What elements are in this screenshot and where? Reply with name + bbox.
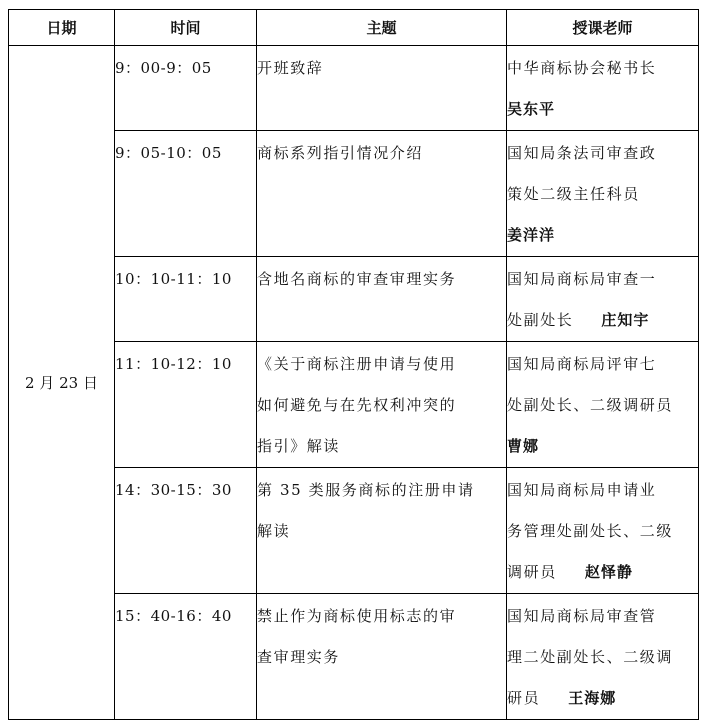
teacher-title-line: 理二处副处长、二级调 — [507, 648, 674, 666]
teacher-title-line: 务管理处副处长、二级 — [507, 522, 674, 540]
teacher-title-line: 国知局商标局申请业 — [507, 481, 657, 499]
teacher-title-line: 策处二级主任科员 — [507, 185, 640, 203]
topic-line: 商标系列指引情况介绍 — [257, 144, 424, 162]
teacher-cell — [507, 257, 699, 342]
teacher-name-line — [507, 89, 698, 130]
teacher-name: 赵怿静 — [584, 563, 633, 581]
header-row — [9, 10, 699, 46]
time-text: 9：05-10：05 — [115, 144, 222, 162]
topic-cell — [257, 131, 507, 257]
teacher-title-tail: 处副处长 — [507, 311, 574, 329]
date-cell: 2 月 23 日 — [9, 46, 115, 720]
topic-cell — [257, 46, 507, 131]
time-text: 15：40-16：40 — [115, 607, 232, 625]
teacher-cell — [507, 131, 699, 257]
teacher-name: 庄知宇 — [601, 311, 650, 329]
header-teacher: 授课老师 — [507, 10, 699, 46]
topic-line: 如何避免与在先权利冲突的 — [257, 396, 457, 414]
header-date: 日期 — [9, 10, 115, 46]
teacher-title-tail: 调研员 — [507, 563, 557, 581]
header-time: 时间 — [115, 10, 257, 46]
topic-line: 开班致辞 — [257, 59, 324, 77]
topic-line: 《关于商标注册申请与使用 — [257, 355, 457, 373]
teacher-title-line: 国知局条法司审查政 — [507, 144, 657, 162]
teacher-name-line — [507, 426, 698, 467]
teacher-cell — [507, 468, 699, 594]
time-cell — [115, 342, 257, 468]
teacher-name: 王海娜 — [568, 689, 617, 707]
time-cell — [115, 468, 257, 594]
time-text: 14：30-15：30 — [115, 481, 232, 499]
teacher-name: 吴东平 — [507, 100, 556, 118]
schedule-table — [8, 9, 699, 720]
topic-cell — [257, 257, 507, 342]
topic-line: 查审理实务 — [257, 648, 341, 666]
time-cell — [115, 594, 257, 720]
topic-line: 第 35 类服务商标的注册申请 — [257, 481, 475, 499]
teacher-name-line — [507, 552, 698, 593]
time-cell — [115, 46, 257, 131]
teacher-name: 曹娜 — [507, 437, 540, 455]
teacher-title-line: 国知局商标局评审七 — [507, 355, 657, 373]
teacher-name-line — [507, 300, 698, 341]
time-text: 9：00-9：05 — [115, 59, 212, 77]
teacher-name-line — [507, 215, 698, 256]
time-cell — [115, 131, 257, 257]
topic-line: 禁止作为商标使用标志的审 — [257, 607, 457, 625]
time-text: 10：10-11：10 — [115, 270, 232, 288]
topic-line: 含地名商标的审查审理实务 — [257, 270, 457, 288]
teacher-title-line: 国知局商标局审查一 — [507, 270, 657, 288]
teacher-title-line: 中华商标协会秘书长 — [507, 59, 657, 77]
teacher-name-line — [507, 678, 698, 719]
teacher-title-line: 处副处长、二级调研员 — [507, 396, 674, 414]
topic-cell — [257, 468, 507, 594]
table-row — [9, 46, 699, 131]
teacher-title-tail: 研员 — [507, 689, 541, 707]
topic-line: 解读 — [257, 522, 291, 540]
teacher-cell — [507, 594, 699, 720]
teacher-cell — [507, 46, 699, 131]
topic-cell — [257, 594, 507, 720]
topic-cell — [257, 342, 507, 468]
topic-line: 指引》解读 — [257, 437, 341, 455]
teacher-title-line: 国知局商标局审查管 — [507, 607, 657, 625]
teacher-cell — [507, 342, 699, 468]
time-cell — [115, 257, 257, 342]
teacher-name: 姜洋洋 — [507, 226, 556, 244]
header-topic: 主题 — [257, 10, 507, 46]
time-text: 11：10-12：10 — [115, 355, 232, 373]
